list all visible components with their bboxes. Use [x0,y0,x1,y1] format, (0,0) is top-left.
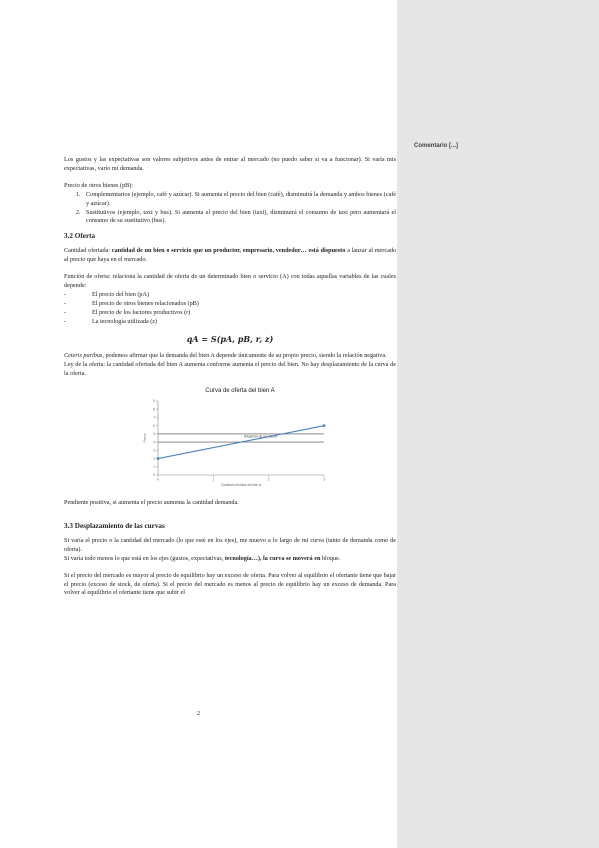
y-tick-label: 4 [153,440,155,445]
text-span: Cantidad ofertada: [64,247,112,255]
paragraph-equilibrio: Si el precio del mercado es mayor al precio de equilibrio hay un exceso de oferta. Para volver al equilibrio el ofertante tiene que bajar el precio (exceso de stock, de oferta). Si el precio del mercado es menos al precio de equilibrio hay un exceso de demanda. Para volver al equilibrio el ofertante tiene que subir el [64,571,396,597]
heading-desplazamiento: 3.3 Desplazamiento de las curvas [64,522,165,531]
chart-svg [142,385,338,493]
page-number: 2 [197,711,200,717]
x-tick-label: 3 [323,477,325,482]
paragraph-pendiente: Pendiente positiva, si aumenta el precio aumenta la cantidad demanda. [64,499,239,507]
y-tick-label: 5 [153,432,155,437]
y-tick-label: 6 [153,423,155,428]
italic-text: Ceteris paribus [64,352,103,360]
paragraph-varia-precio: Si varía el precio o la cantidad del mercado (lo que esté en los ejes), me muevo a lo largo de mi curva (tanto de demanda como de oferta). [64,536,396,553]
list-bienes [64,191,396,227]
text-span: , podemos afirmar que la demanda del bien A depende únicamente de su propio precio, siendo la relación negativa. [102,352,387,360]
list-item: - El precio de otros bienes relacionados (pB) [64,300,396,309]
data-point [157,457,160,460]
annotation-text: Situación de equilibrio [243,434,277,439]
x-axis-label: Cantidad ofertada del bien A [220,483,262,488]
paragraph-gustos: Los gustos y las expectativas son valores subjetivos antes de entrar al mercado (no puedo saber si va a funcionar). Si varía mis expectativas, varío mi demanda. [64,156,396,172]
data-point [323,424,326,427]
x-tick-label: 2 [267,477,270,482]
text-span: Si varía todo menos lo que está en los ejes (gustos, expectativas, [64,554,225,562]
list-item: - El precio de los factores productivos (r) [64,309,396,318]
x-tick-label: 0 [157,477,159,482]
y-tick-label: 8 [153,407,155,412]
x-tick-label: 1 [212,477,215,482]
bold-text: tecnología…), la curva se moverá en [224,554,321,562]
bold-text: cantidad de un bien o servicio que un productor, empresario, vendedor… está dispuesto [111,247,346,255]
text-span: bloque. [320,554,341,562]
formula: qA = S(pA, pB, r, z) [186,333,274,344]
paragraph-precio-otros: Precio de otros bienes (pB): [64,181,134,189]
comment-sidebar [397,0,599,848]
chart-title: Curva de oferta del bien A [205,388,275,395]
text-span: a lanzar al mercado al precio que haya en el mercado. [64,247,397,264]
comment-label[interactable]: Comentario [...] [414,143,459,149]
y-tick-label: 0 [153,473,155,478]
y-tick-label: 9 [153,399,155,404]
document-content [64,156,396,598]
y-tick-label: 1 [153,465,155,470]
y-tick-label: 3 [153,448,155,453]
paragraph-cantidad-ofertada [64,247,396,265]
paragraph-ceteris [64,352,396,361]
list-item: - La tecnología utilizada (z) [64,318,396,327]
paragraph-funcion-oferta: Función de oferta: relaciona la cantidad de oferta de un determinado bien o servicio (A) con todas aquellas variables de las cuales depende: [64,273,396,289]
paragraph-ley-oferta: Ley de la oferta: la cantidad ofertada del bien A aumenta conforme aumenta el precio del bien. No hay desplazamiento de la curva de la oferta. [64,361,396,378]
y-axis-label: Precio [143,433,147,443]
list-item: 1. Complementarios (ejemplo, café y azúcar). Si aumenta el precio del bien (café), disminuirá la demanda y ambos bienes (café y azúcar). [82,191,396,209]
heading-oferta: 3.2 Oferta [64,232,96,241]
list-item: - El precio del bien (pA) [64,291,396,300]
supply-chart [142,385,338,493]
y-tick-label: 7 [153,415,155,420]
list-variables [64,291,396,327]
list-item: 2. Sustitutivos (ejemplo, taxi y bus). Si aumenta el precio del bien (taxi), disminuirá el consumo de taxi pero aumentará el consumo de su sustitutivo (bus). [82,209,396,227]
y-tick-label: 2 [153,456,155,461]
paragraph-varia-todo [64,555,396,564]
